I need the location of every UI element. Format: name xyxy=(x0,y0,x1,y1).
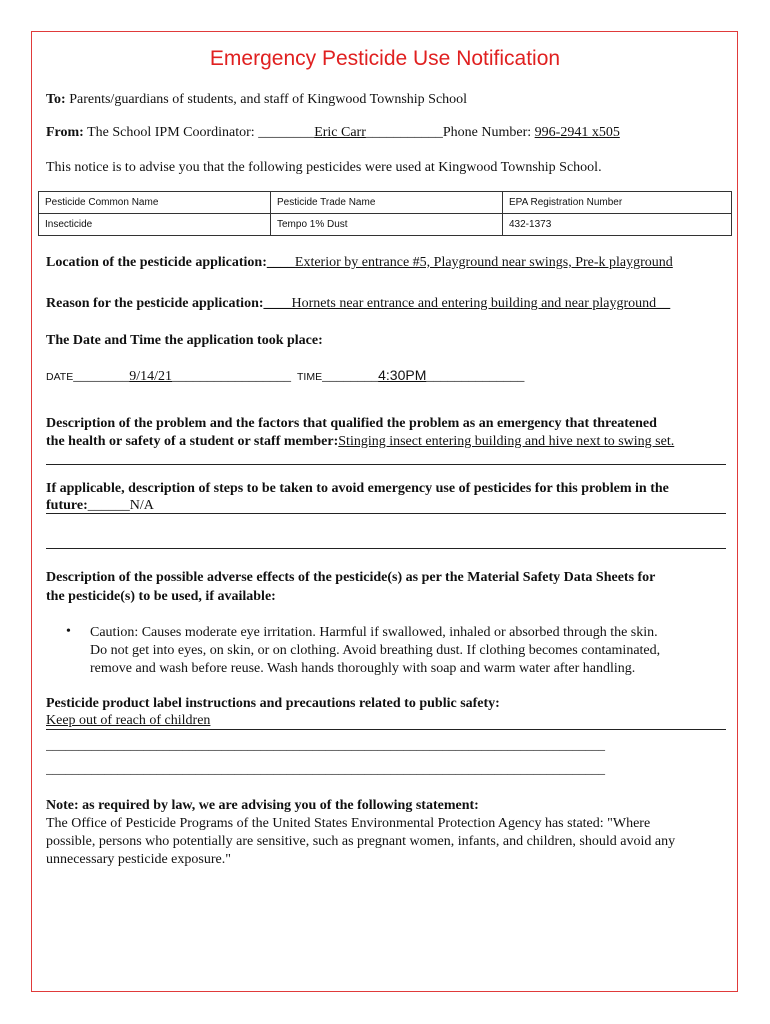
note-line-3: unnecessary pesticide exposure." xyxy=(46,852,231,867)
future-line xyxy=(46,498,154,514)
label-blank-1: ______________________________________________________________________________________ xyxy=(46,737,605,752)
future-value[interactable]: ______N/A xyxy=(87,498,154,513)
to-line xyxy=(46,92,467,108)
from-line xyxy=(46,125,620,141)
date-time-line xyxy=(46,367,524,385)
problem-value[interactable]: Stinging insect entering building and hive next to swing set. xyxy=(338,434,675,449)
label-heading: Pesticide product label instructions and precautions related to public safety: xyxy=(46,696,500,711)
from-trail: ___________ xyxy=(365,125,443,140)
table-header-row xyxy=(39,192,732,214)
problem-heading-2: the health or safety of a student or staff member: xyxy=(46,434,339,449)
page-title: Emergency Pesticide Use Notification xyxy=(209,47,561,70)
problem-heading-1: Description of the problem and the factors that qualified the problem as an emergency that threatened xyxy=(46,416,657,431)
future-underline xyxy=(46,513,726,514)
from-text: The School IPM Coordinator: ________ xyxy=(83,125,315,140)
time-pre: ________ xyxy=(322,369,379,384)
time-label: TIME xyxy=(297,371,323,383)
phone-number[interactable]: 996-2941 x505 xyxy=(534,125,620,140)
coordinator-name[interactable]: Eric Carr xyxy=(314,125,366,140)
header-epa-number: EPA Registration Number xyxy=(503,192,732,214)
time-post: ______________ xyxy=(426,369,525,384)
cell-epa-number[interactable]: 432-1373 xyxy=(503,214,732,236)
cell-common-name[interactable]: Insecticide xyxy=(39,214,271,236)
label-blank-2: ______________________________________________________________________________________ xyxy=(46,761,605,776)
label-underline xyxy=(46,729,726,730)
future-label: future: xyxy=(46,498,88,513)
adverse-line-1: Caution: Causes moderate eye irritation. Harmful if swallowed, inhaled or absorbed through the skin. xyxy=(90,625,658,640)
future-heading-1: If applicable, description of steps to be taken to avoid emergency use of pesticides for this problem in the xyxy=(46,481,669,496)
datetime-heading: The Date and Time the application took place: xyxy=(46,333,323,348)
note-line-2: possible, persons who potentially are sensitive, such as pregnant women, infants, and children, should avoid any xyxy=(46,834,676,849)
bullet-icon: • xyxy=(66,624,71,639)
reason-line xyxy=(46,296,670,312)
date-post: _________________ xyxy=(172,369,292,384)
adverse-heading-2: the pesticide(s) to be used, if available: xyxy=(46,589,276,604)
cell-trade-name[interactable]: Tempo 1% Dust xyxy=(271,214,503,236)
location-value[interactable]: ____Exterior by entrance #5, Playground near swings, Pre-k playground xyxy=(266,255,673,270)
adverse-heading-1: Description of the possible adverse effects of the pesticide(s) as per the Material Safety Data Sheets for xyxy=(46,570,656,585)
header-trade-name: Pesticide Trade Name xyxy=(271,192,503,214)
future-blank-line xyxy=(46,548,726,549)
date-pre: ________ xyxy=(73,369,130,384)
note-heading: Note: as required by law, we are advising you of the following statement: xyxy=(46,798,479,813)
problem-line xyxy=(46,434,674,450)
table-row xyxy=(39,214,732,236)
date-label: DATE xyxy=(46,371,74,383)
reason-label: Reason for the pesticide application: xyxy=(46,296,264,311)
header-common-name: Pesticide Common Name xyxy=(39,192,271,214)
from-label: From: xyxy=(46,125,84,140)
reason-value[interactable]: ____Hornets near entrance and entering building and near playground__ xyxy=(263,296,671,311)
location-label: Location of the pesticide application: xyxy=(46,255,267,270)
date-value[interactable]: 9/14/21 xyxy=(129,369,173,384)
note-line-1: The Office of Pesticide Programs of the United States Environmental Protection Agency has stated: "Where xyxy=(46,816,651,831)
time-value[interactable]: 4:30PM xyxy=(378,367,427,383)
problem-blank-line xyxy=(46,464,726,465)
adverse-line-2: Do not get into eyes, on skin, or on clothing. Avoid breathing dust. If clothing becomes contaminated, xyxy=(90,643,661,658)
notice-text: This notice is to advise you that the following pesticides were used at Kingwood Township School. xyxy=(46,160,602,175)
pesticide-table xyxy=(38,191,732,236)
adverse-line-3: remove and wash before reuse. Wash hands thoroughly with soap and warm water after handling. xyxy=(90,661,636,676)
phone-label: Phone Number: xyxy=(442,125,535,140)
location-line xyxy=(46,255,673,271)
label-value[interactable]: Keep out of reach of children xyxy=(46,713,211,728)
to-text: Parents/guardians of students, and staff of Kingwood Township School xyxy=(65,92,468,107)
to-label: To: xyxy=(46,92,66,107)
